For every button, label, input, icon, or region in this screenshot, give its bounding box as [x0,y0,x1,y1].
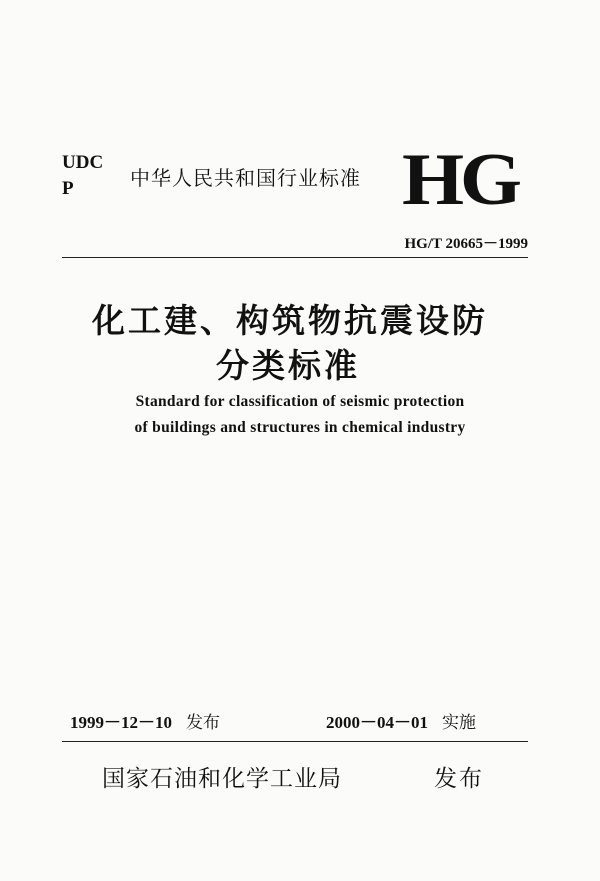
implementation-label: 实施 [442,713,476,733]
implementation-date: 2000－04－01 [326,713,428,732]
issue-date-block [70,708,220,733]
issue-date: 1999－12－10 [70,713,172,732]
title-en-line1: Standard for classification of seismic protection [135,393,465,410]
top-divider [62,257,528,258]
hg-logo: HG [402,139,518,221]
title-zh-line1: 化工建、构筑物抗震设防 [92,301,488,340]
p-label: P [62,178,74,199]
bottom-divider [62,741,528,742]
title-zh-line2: 分类标准 [216,346,360,385]
standard-code: HG/T 20665－1999 [404,236,528,252]
classification-codes [62,150,103,202]
publish-action: 发布 [434,766,484,792]
industry-standard-label: 中华人民共和国行业标准 [130,166,361,190]
implementation-date-block [326,708,476,733]
udc-label: UDC [62,152,104,173]
title-en-line2: of buildings and structures in chemical industry [134,419,466,436]
publisher-name: 国家石油和化学工业局 [102,766,342,792]
issue-label: 发布 [186,713,220,733]
